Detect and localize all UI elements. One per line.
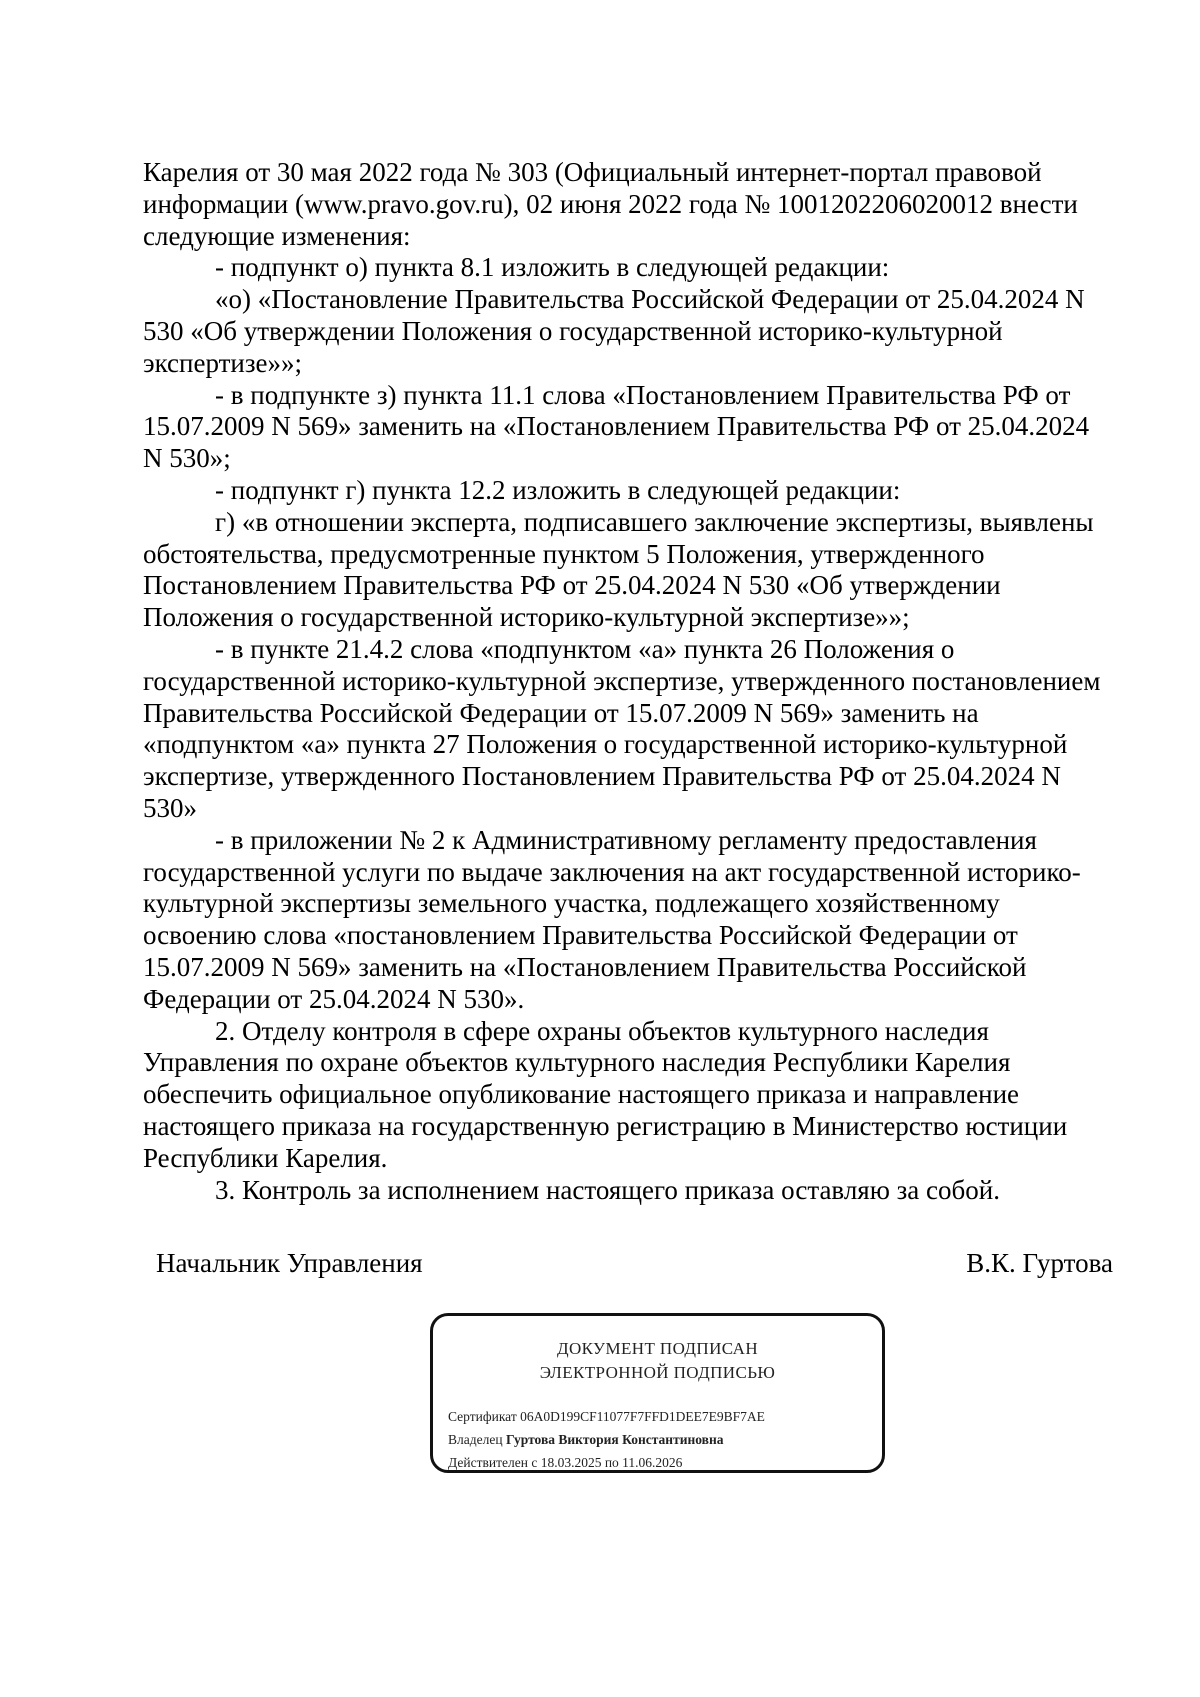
stamp-title-line2: ЭЛЕКТРОННОЙ ПОДПИСЬЮ bbox=[539, 1363, 776, 1382]
paragraph-2: - подпункт о) пункта 8.1 изложить в следующей редакции: bbox=[215, 252, 890, 283]
document-body bbox=[143, 157, 1103, 1206]
paragraph-3: «о) «Постановление Правительства Российской Федерации от 25.04.2024 N 530 «Об утверждении Положения о государственной историко-культурной экспертизе»»; bbox=[143, 284, 1085, 378]
paragraph-4: - в подпункте з) пункта 11.1 слова «Постановлением Правительства РФ от 15.07.2009 N 569» заменить на «Постановлением Правительства РФ от 25.04.2024 N 530»; bbox=[143, 379, 1090, 474]
paragraph-8: - в приложении № 2 к Административному регламенту предоставления государственной услуги по выдаче заключения на акт государственной историко-культурной экспертизы земельного участка, подлежащего хозяйственному освоению слова «постановлением Правительства Российской Федерации от 15.07.2009 N 569» заменить на «Постановлением Правительства Российской Федерации от 25.04.2024 N 530». bbox=[143, 824, 1081, 1014]
stamp-owner bbox=[448, 1431, 724, 1449]
paragraph-6: г) «в отношении эксперта, подписавшего заключение экспертизы, выявлены обстоятельства, предусмотренные пунктом 5 Положения, утвержденного Постановлением Правительства РФ от 25.04.2024 N 530 «Об утверждении Положения о государственной историко-культурной экспертизе»»; bbox=[143, 506, 1094, 633]
stamp-validity bbox=[448, 1454, 682, 1472]
signer-position: Начальник Управления bbox=[156, 1248, 423, 1278]
owner-label: Владелец bbox=[448, 1432, 503, 1447]
valid-to-label: по bbox=[604, 1455, 619, 1470]
valid-from-label: с bbox=[531, 1455, 538, 1470]
stamp-certificate bbox=[448, 1408, 765, 1426]
owner-value: Гуртова Виктория Константиновна bbox=[505, 1432, 724, 1447]
paragraph-9: 2. Отделу контроля в сфере охраны объектов культурного наследия Управления по охране объектов культурного наследия Республики Карелия обеспечить официальное опубликование настоящего приказа и направление настоящего приказа на государственную регистрацию в Министерство юстиции Республики Карелия. bbox=[143, 1015, 1068, 1173]
electronic-signature-stamp bbox=[430, 1313, 885, 1473]
paragraph-10: 3. Контроль за исполнением настоящего приказа оставляю за собой. bbox=[215, 1174, 1000, 1205]
paragraph-7: - в пункте 21.4.2 слова «подпунктом «а» пункта 26 Положения о государственной историко-культурной экспертизе, утвержденного постановлением Правительства Российской Федерации от 15.07.2009 N 569» заменить на «подпунктом «а» пункта 27 Положения о государственной историко-культурной экспертизе, утвержденного Постановлением Правительства РФ от 25.04.2024 N 530» bbox=[143, 633, 1101, 823]
paragraph-1: Карелия от 30 мая 2022 года № 303 (Официальный интернет-портал правовой информации (www.pravo.gov.ru), 02 июня 2022 года № 1001202206020012 внести следующие изменения: bbox=[143, 157, 1078, 251]
valid-from: 18.03.2025 bbox=[540, 1455, 602, 1470]
valid-to: 11.06.2026 bbox=[622, 1455, 683, 1470]
valid-label: Действителен bbox=[448, 1455, 528, 1470]
signer-name: В.К. Гуртова bbox=[966, 1248, 1113, 1278]
stamp-title-line1: ДОКУМЕНТ ПОДПИСАН bbox=[556, 1339, 759, 1358]
paragraph-5: - подпункт г) пункта 12.2 изложить в следующей редакции: bbox=[215, 474, 901, 505]
certificate-label: Сертификат bbox=[448, 1409, 517, 1424]
certificate-value: 06A0D199CF11077F7FFD1DEE7E9BF7AE bbox=[520, 1409, 765, 1424]
